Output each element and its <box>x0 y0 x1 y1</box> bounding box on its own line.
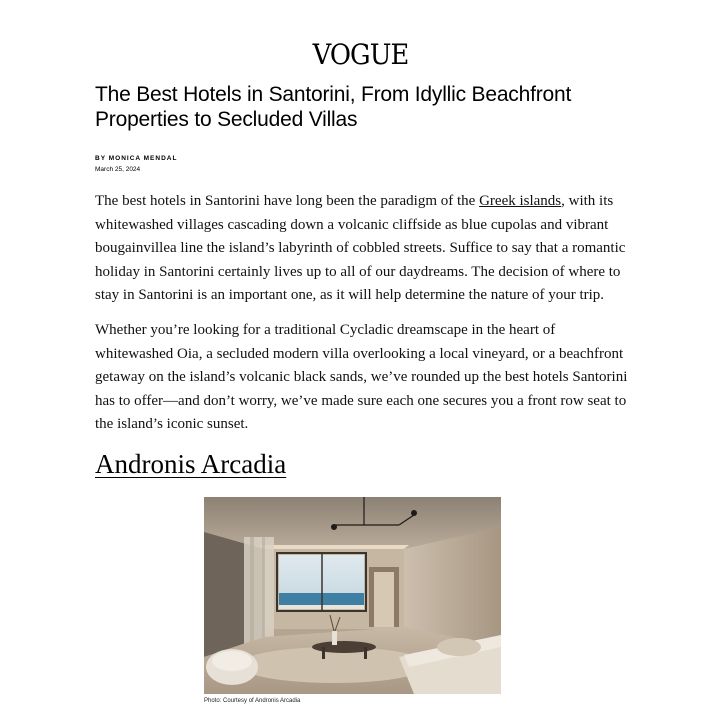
second-paragraph: Whether you’re looking for a traditional Cycladic dreamscape in the heart of whitewashed Oia, a secluded modern villa overlooking a local vineyard, or a beachfront getaway on the island’s volcanic black sands, we’ve rounded up the best hotels Santorini has to offer—and don’t worry, we’ve made sure each one secures you a front row seat to the island’s iconic sunset. <box>95 322 628 432</box>
hotel-section-title[interactable]: Andronis Arcadia <box>95 449 287 479</box>
intro-text-end: , with its whitewashed villages cascading down a volcanic cliffside as blue cupolas and vibrant bougainvillea line the island’s labyrinth of cobbled streets. Suffice to say that a romantic holiday in Santorini certainly lives up to all of our daydreams. The decision of where to stay in Santorini is an important one, as it will help determine the nature of your trip. <box>95 193 626 303</box>
article-byline: BY MONICA MENDAL <box>95 155 178 162</box>
vogue-logo[interactable]: VOGUE <box>312 38 409 71</box>
intro-text-start: The best hotels in Santorini have long been the paradigm of the <box>95 193 480 209</box>
hotel-room-photo <box>204 497 501 694</box>
intro-paragraph <box>95 190 635 308</box>
photo-caption: Photo: Courtesy of Andronis Arcadia <box>204 698 301 704</box>
article-date: March 25, 2024 <box>95 166 141 173</box>
greek-islands-link[interactable]: Greek islands <box>479 193 562 209</box>
article-headline: The Best Hotels in Santorini, From Idyllic Beachfront Properties to Secluded Villas <box>95 83 572 131</box>
